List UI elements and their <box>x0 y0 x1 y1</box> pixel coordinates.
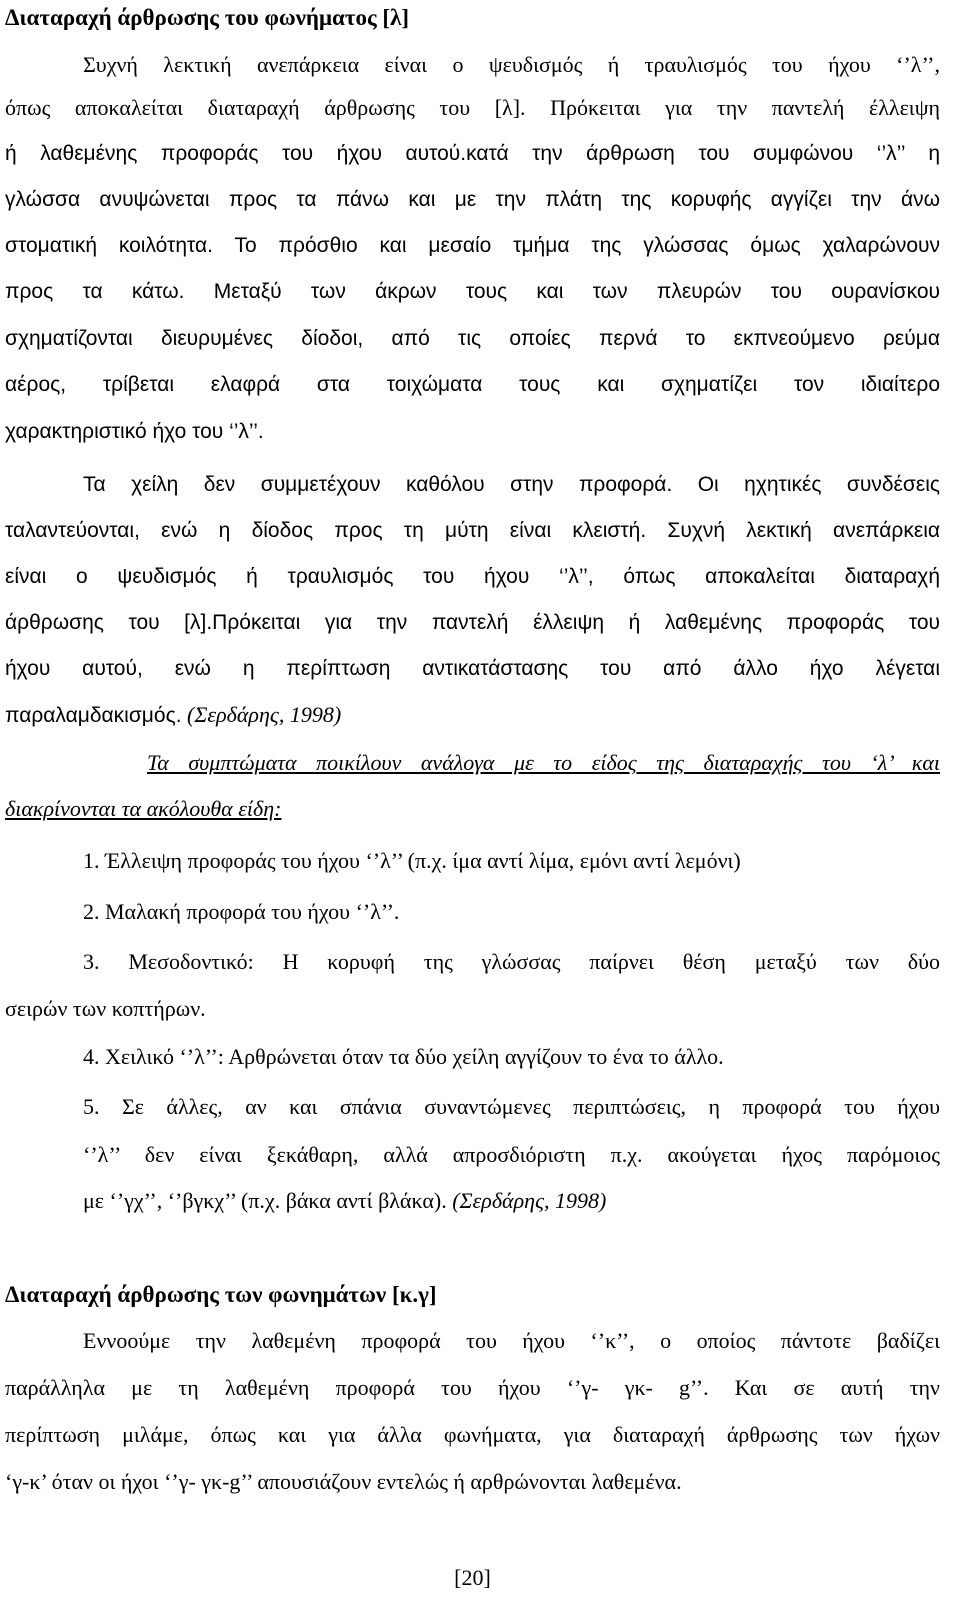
paragraph-line: Εννοούμε την λαθεμένη προφορά του ήχου ‘’κ’’, ο οποίος πάντοτε βαδίζει <box>83 1328 940 1353</box>
section-heading-lambda: Διαταραχή άρθρωσης του φωνήματος [λ] <box>5 5 410 30</box>
paragraph-line: ή λαθεμένης προφοράς του ήχου αυτού.κατά την άρθρωση του συμφώνου ‘’λ’’ η <box>5 142 940 165</box>
paragraph-line: ‘γ-κ’ όταν οι ήχοι ‘’γ- γκ-g’’ απουσιάζουν εντελώς ή αρθρώνονται λαθεμένα. <box>5 1469 682 1494</box>
paragraph-line: είναι ο ψευδισμός ή τραυλισμός του ήχου ‘’λ’’, όπως αποκαλείται διαταραχή <box>5 565 940 588</box>
paragraph-line: παράλληλα με τη λαθεμένη προφορά του ήχου ‘’γ- γκ- g’’. Και σε αυτή την <box>5 1375 940 1400</box>
paragraph-line: Τα χείλη δεν συμμετέχουν καθόλου στην προφορά. Οι ηχητικές συνδέσεις <box>83 473 940 496</box>
list-item-continued: σειρών των κοπτήρων. <box>5 996 206 1021</box>
paragraph-line: ταλαντεύονται, ενώ η δίοδος προς τη μύτη είναι κλειστή. Συχνή λεκτική ανεπάρκεια <box>5 519 940 542</box>
list-item-continued-with-citation <box>83 1187 606 1215</box>
citation: (Σερδάρης, 1998) <box>187 702 342 727</box>
list-item: 3. Μεσοδοντικό: Η κορυφή της γλώσσας παίρνει θέση μεταξύ των δύο <box>83 949 940 974</box>
page-number: [20] <box>454 1565 491 1590</box>
paragraph-line: σχηματίζονται διευρυμένες δίοδοι, από τις οποίες περνά το εκπνεούμενο ρεύμα <box>5 327 940 350</box>
list-item: 4. Χειλικό ‘’λ’’: Αρθρώνεται όταν τα δύο χείλη αγγίζουν το ένα το άλλο. <box>83 1044 724 1069</box>
paragraph-line: Συχνή λεκτική ανεπάρκεια είναι ο ψευδισμός ή τραυλισμός του ήχου ‘’λ’’, <box>83 52 940 77</box>
section-heading-k-g: Διαταραχή άρθρωσης των φωνημάτων [κ.γ] <box>5 1282 437 1307</box>
paragraph-line: γλώσσα ανυψώνεται προς τα πάνω και με την πλάτη της κορυφής αγγίζει την άνω <box>5 188 940 211</box>
paragraph-line: αέρος, τρίβεται ελαφρά στα τοιχώματα τους και σχηματίζει τον ιδιαίτερο <box>5 373 940 396</box>
paragraph-line: περίπτωση μιλάμε, όπως και για άλλα φωνήματα, για διαταραχή άρθρωσης των ήχων <box>5 1422 940 1447</box>
paragraph-line-with-citation <box>5 701 341 730</box>
paragraph-line: άρθρωσης του [λ].Πρόκειται για την παντελή έλλειψη ή λαθεμένης προφοράς του <box>5 611 940 634</box>
paragraph-line: στοματική κοιλότητα. Το πρόσθιο και μεσαίο τμήμα της γλώσσας όμως χαλαρώνουν <box>5 234 940 257</box>
document-page <box>5 0 940 1610</box>
paragraph-text: παραλαμδακισμός. <box>5 704 182 727</box>
symptoms-intro-continued: διακρίνονται τα ακόλουθα είδη: <box>5 796 282 821</box>
paragraph-line: όπως αποκαλείται διαταραχή άρθρωσης του [λ]. Πρόκειται για την παντελή έλλειψη <box>5 95 940 120</box>
symptoms-intro: Τα συμπτώματα ποικίλουν ανάλογα με το είδος της διαταραχής του ‘λ’ και <box>147 750 940 775</box>
citation: (Σερδάρης, 1998) <box>452 1188 607 1213</box>
list-item: 5. Σε άλλες, αν και σπάνια συναντώμενες περιπτώσεις, η προφορά του ήχου <box>83 1094 940 1119</box>
list-item: 1. Έλλειψη προφοράς του ήχου ‘’λ’’ (π.χ. ίμα αντί λίμα, εμόνι αντί λεμόνι) <box>83 848 741 873</box>
list-item: 2. Μαλακή προφορά του ήχου ‘’λ’’. <box>83 899 400 924</box>
paragraph-line: ήχου αυτού, ενώ η περίπτωση αντικατάστασης του από άλλο ήχο λέγεται <box>5 657 940 680</box>
paragraph-line: προς τα κάτω. Μεταξύ των άκρων τους και των πλευρών του ουρανίσκου <box>5 280 940 303</box>
list-text: με ‘’γχ’’, ‘’βγκχ’’ (π.χ. βάκα αντί βλάκα). <box>83 1188 447 1213</box>
list-item-continued: ‘’λ’’ δεν είναι ξεκάθαρη, αλλά απροσδιόριστη π.χ. ακούγεται ήχος παρόμοιος <box>83 1142 940 1167</box>
paragraph-line: χαρακτηριστικό ήχο του ‘’λ’’. <box>5 420 264 443</box>
